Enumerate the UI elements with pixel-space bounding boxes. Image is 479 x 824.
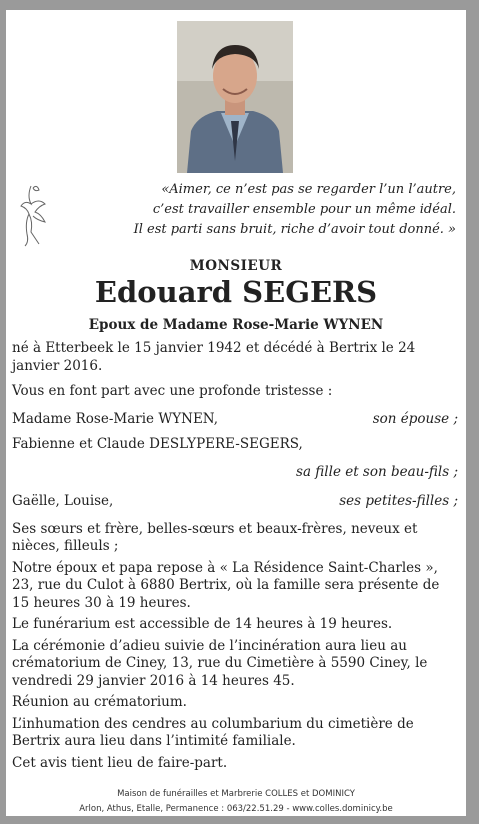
title-prefix: MONSIEUR [189, 258, 283, 274]
family-relation: son épouse ; [372, 410, 458, 427]
family-name: Madame Rose-Marie WYNEN, [12, 410, 219, 427]
family-name: Fabienne et Claude DESLYPERE-SEGERS, [12, 436, 303, 452]
family-name: Gaëlle, Louise, [12, 493, 114, 509]
relatives-text: Ses sœurs et frère, belles-sœurs et beaux-frères, neveux et nièces, filleuls ; [12, 520, 418, 554]
birth-death-text: né à Etterbeek le 15 janvier 1942 et décédé à Bertrix le 24 janvier 2016. [12, 340, 416, 374]
obituary-page [6, 10, 466, 816]
footer-line: Arlon, Athus, Etalle, Permanence : 063/22.51.29 - www.colles.dominicy.be [79, 804, 393, 814]
closing-text: Cet avis tient lieu de faire-part. [12, 754, 228, 771]
spouse-line: Epoux de Madame Rose-Marie WYNEN [88, 317, 384, 333]
ceremony-text: La cérémonie d’adieu suivie de l’incinération aura lieu au crématorium de Ciney, 13, rue du Cimetière à 5590 Ciney, le vendredi 29 janvier 2016 à 14 heures 45. [12, 637, 428, 689]
reunion-text: Réunion au crématorium. [12, 694, 187, 710]
family-relation: ses petites-filles ; [339, 493, 458, 509]
quote-line: Il est parti sans bruit, riche d’avoir tout donné. » [133, 222, 456, 237]
family-row [12, 493, 458, 511]
quote-line: «Aimer, ce n’est pas se regarder l’un l’autre, [161, 182, 456, 197]
rest-place-text: Notre époux et papa repose à « La Résidence Saint-Charles », 23, rue du Culot à 6880 Bertrix, où la famille sera présente de 15 heures 30 à 19 heures. [12, 559, 440, 611]
quote-line: c’est travailler ensemble pour un même idéal. [152, 202, 456, 217]
funerarium-text: Le funérarium est accessible de 14 heures à 19 heures. [12, 616, 393, 632]
deceased-name: Edouard SEGERS [94, 275, 378, 309]
announcement-text: Vous en font part avec une profonde tristesse : [12, 383, 333, 399]
obituary-body [12, 340, 458, 776]
dove-icon [17, 182, 49, 248]
funeral-home-footer [6, 787, 466, 817]
inhumation-text: L’inhumation des cendres au columbarium du cimetière de Bertrix aura lieu dans l’intimité familiale. [12, 715, 414, 749]
family-relation: sa fille et son beau-fils ; [296, 463, 458, 480]
quote-block [76, 180, 456, 240]
footer-line: Maison de funérailles et Marbrerie COLLES et DOMINICY [117, 789, 355, 799]
family-row [12, 411, 458, 429]
portrait-photo [177, 21, 293, 173]
